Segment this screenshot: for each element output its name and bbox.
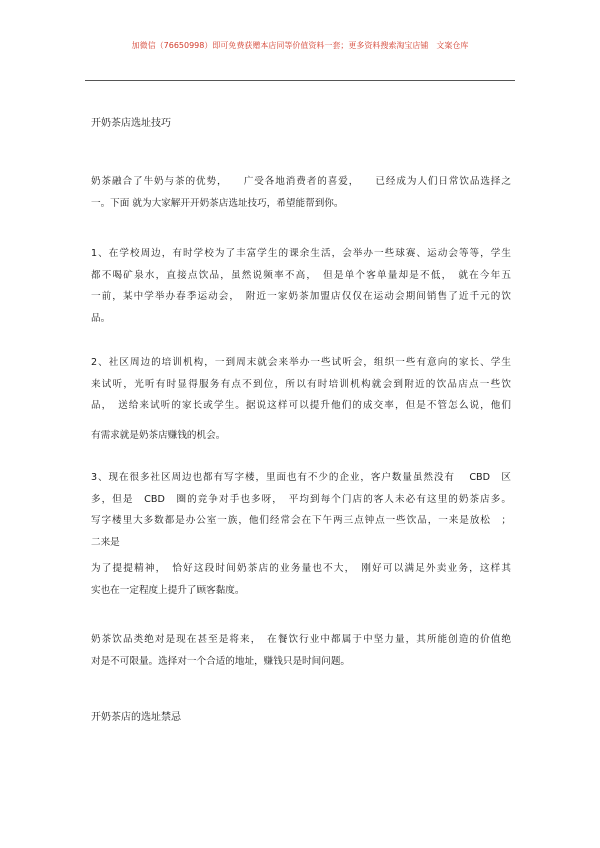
point-2-paragraph xyxy=(91,352,511,446)
paragraph-line: 都不喝矿泉水，直接点饮品，虽然说频率不高， 但是单个客单量却是不低， 就在今年五 xyxy=(91,269,511,281)
point-3-paragraph xyxy=(91,467,511,601)
section-title: 开奶茶店选址技巧 xyxy=(91,118,171,129)
paragraph-line: 2、社区周边的培训机构，一到周末就会来举办一些试听会，组织一些有意向的家长、学生 xyxy=(91,357,511,368)
paragraph-line: 对是不可限量。选择对一个合适的地址，赚钱只是时间问题。 xyxy=(91,655,351,667)
header-divider xyxy=(85,80,515,81)
point-1-paragraph xyxy=(91,243,511,329)
paragraph-line: 一。下面 就为大家解开开奶茶店选址技巧，希望能帮到你。 xyxy=(91,197,344,209)
promo-banner: 加微信（76650998）即可免费获赠本店同等价值资料一套；更多资料搜索淘宝店铺 文案仓库 xyxy=(131,41,469,50)
paragraph-line: 二来是 xyxy=(91,536,120,548)
paragraph-line: 奶茶饮品类绝对是现在甚至是将来， 在餐饮行业中都属于中坚力量，其所能创造的价值绝 xyxy=(91,634,511,645)
next-section-title: 开奶茶店的选址禁忌 xyxy=(91,712,181,723)
paragraph-line: 多，但是 CBD 圈的竞争对手也多呀， 平均到每个门店的客人未必有这里的奶茶店多。 xyxy=(91,493,511,505)
paragraph-line: 有需求就是奶茶店赚钱的机会。 xyxy=(91,429,226,441)
paragraph-line: 1、在学校周边，有时学校为了丰富学生的课余生活，会举办一些球赛、运动会等等，学生 xyxy=(91,248,511,259)
paragraph-line: 实也在一定程度上提升了顾客黏度。 xyxy=(91,584,245,596)
conclusion-paragraph xyxy=(91,629,511,672)
paragraph-line: 来试听，光听有时显得服务有点不到位，所以有时培训机构就会到附近的饮品店点一些饮 xyxy=(91,378,511,390)
paragraph-line: 一前，某中学举办春季运动会， 附近一家奶茶加盟店仅仅在运动会期间销售了近千元的饮 xyxy=(91,291,511,302)
paragraph-line: 品， 送给来试听的家长或学生。据说这样可以提升他们的成交率，但是不管怎么说，他们 xyxy=(91,400,511,411)
paragraph-line: 写字楼里大多数都是办公室一族，他们经常会在下午两三点钟点一些饮品，一来是放松 ； xyxy=(91,515,511,526)
paragraph-line: 奶茶融合了牛奶与茶的优势， 广受各地消费者的喜爱， 已经成为人们日常饮品选择之 xyxy=(91,176,511,187)
paragraph-line: 品。 xyxy=(91,312,111,324)
intro-paragraph xyxy=(91,171,511,214)
paragraph-line: 3、现在很多社区周边也都有写字楼，里面也有不少的企业，客户数量虽然没有 CBD 区 xyxy=(91,472,511,483)
paragraph-line: 为了提提精神， 恰好这段时间奶茶店的业务量也不大， 刚好可以满足外卖业务，这样其 xyxy=(91,563,511,574)
